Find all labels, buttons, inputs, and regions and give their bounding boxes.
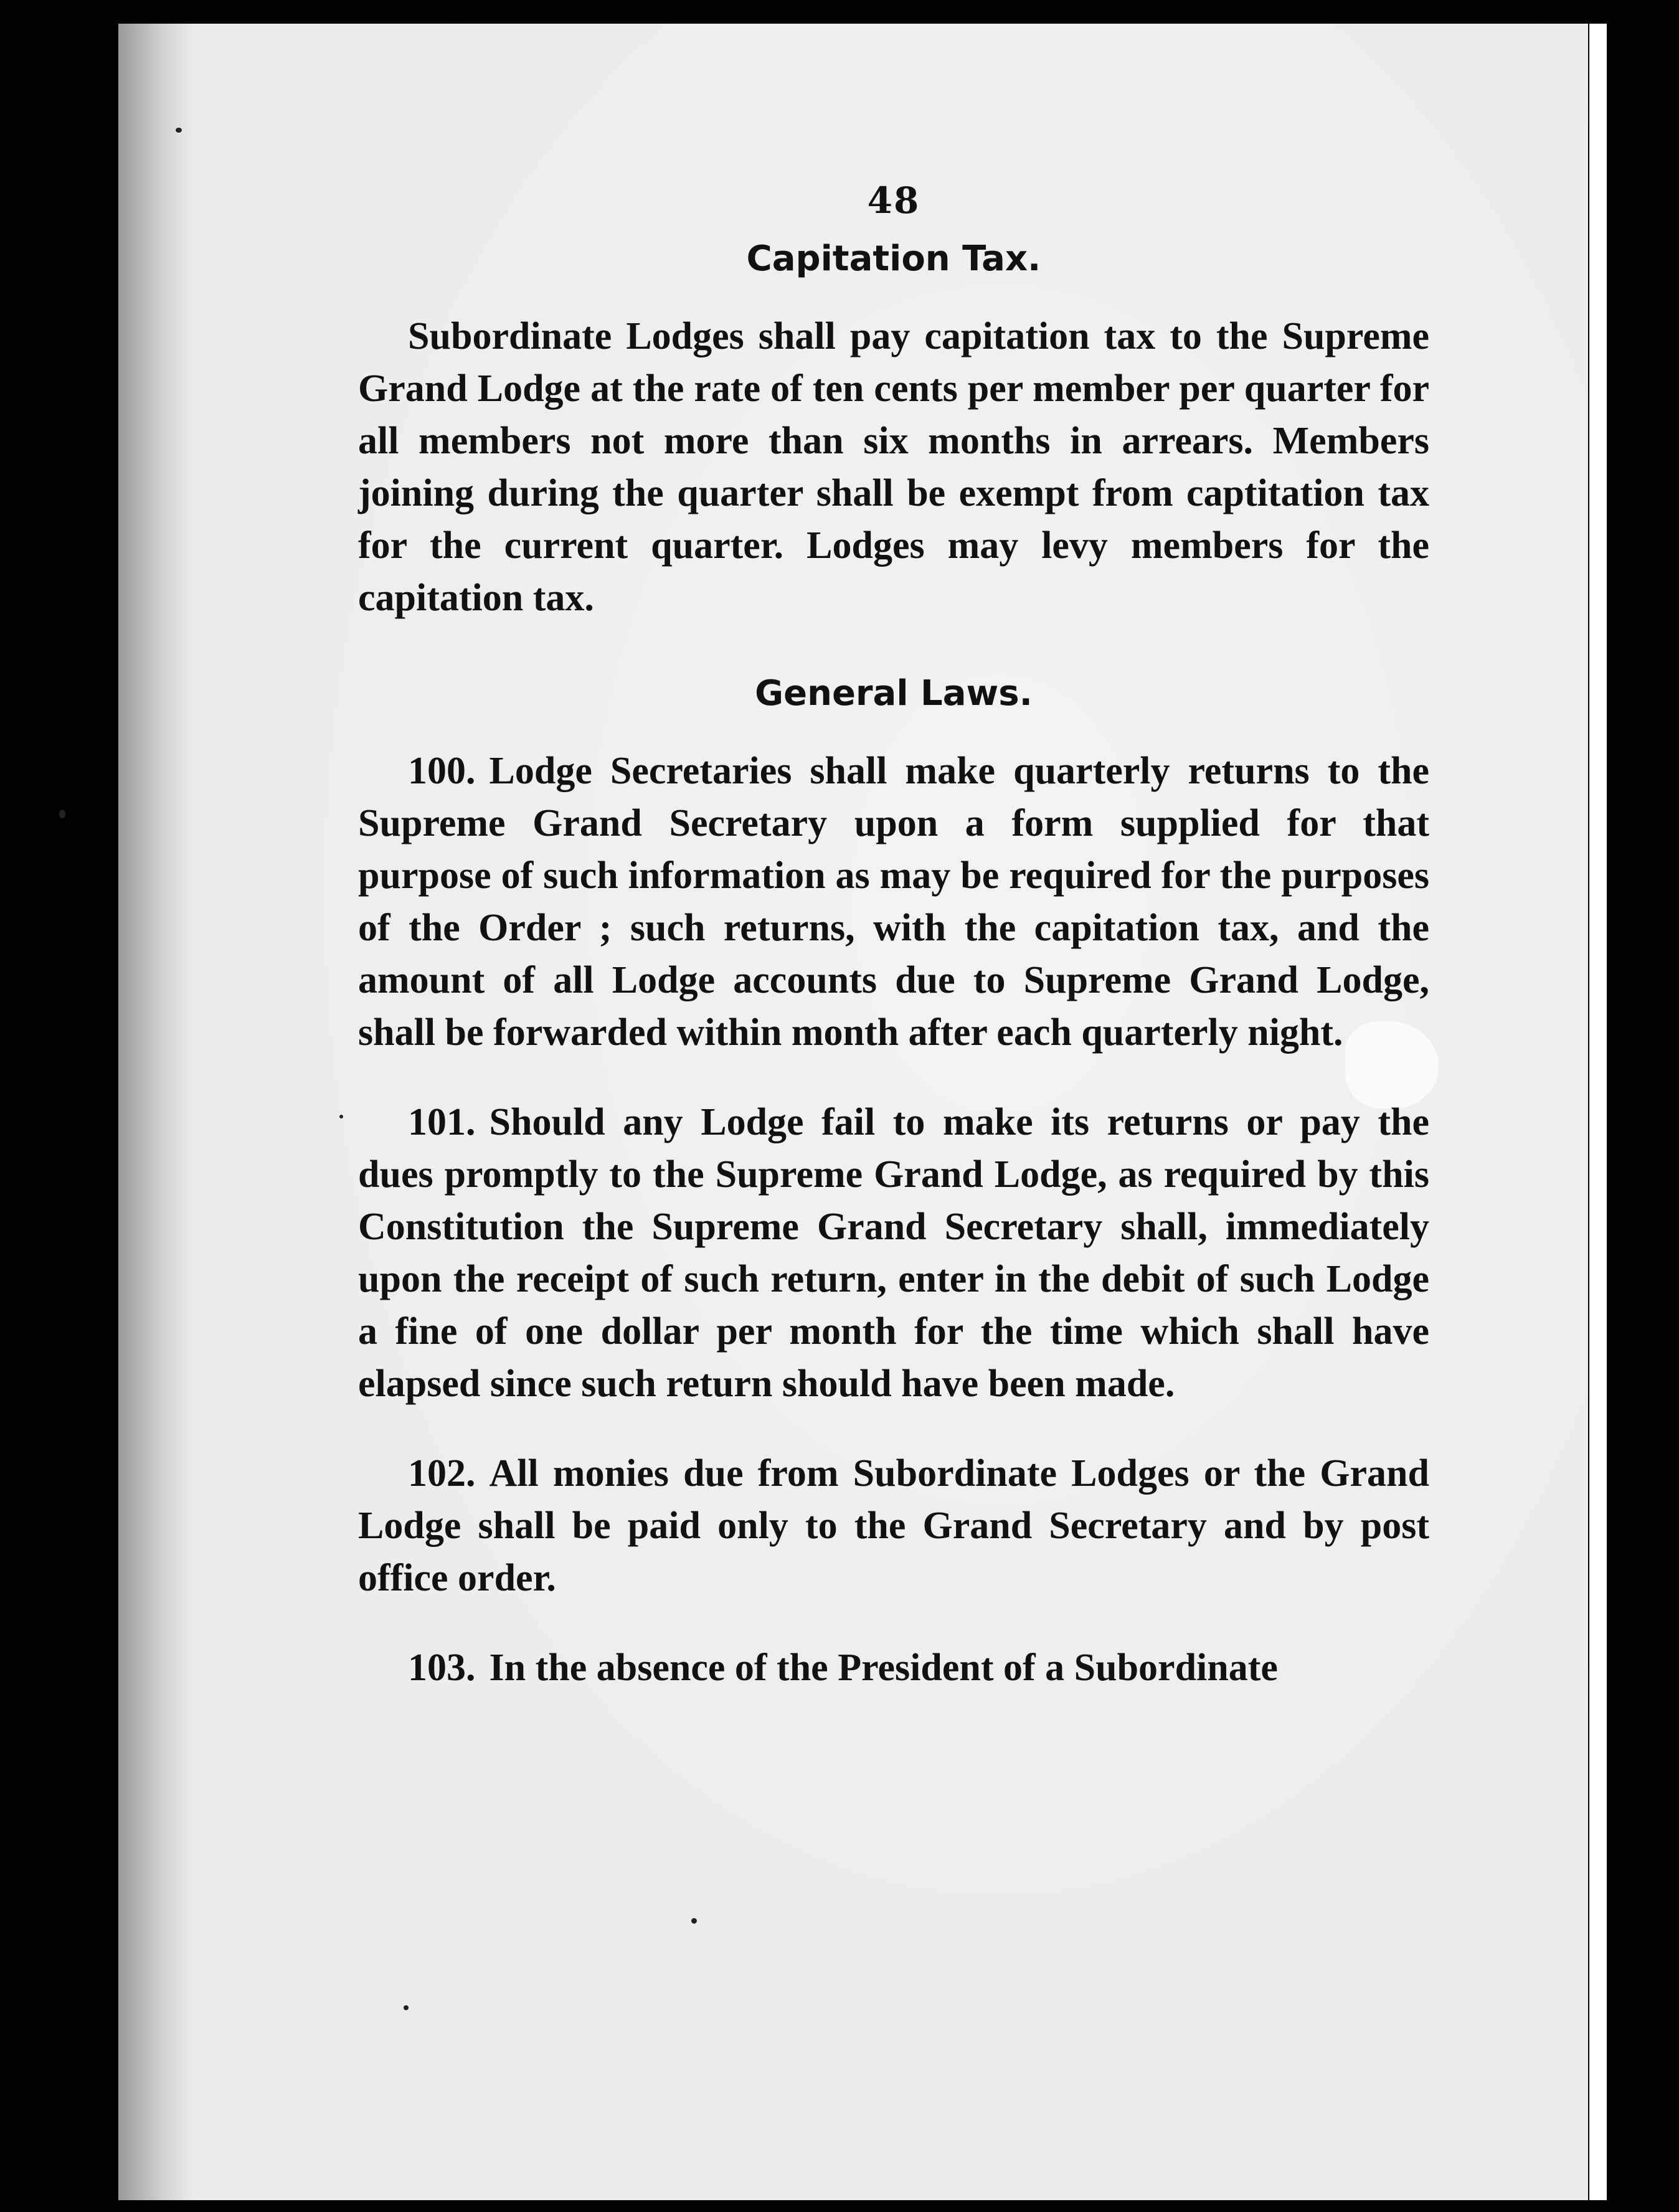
section-general-laws <box>358 668 1429 1694</box>
rule-101 <box>358 1096 1429 1410</box>
rule-number: 101. <box>408 1101 476 1143</box>
rule-100 <box>358 745 1429 1059</box>
rule-text: In the absence of the President of a Subordinate <box>489 1647 1278 1689</box>
scan-speck <box>691 1918 697 1924</box>
page-edge <box>1589 24 1607 2200</box>
rule-number: 103. <box>408 1647 476 1689</box>
section-heading: Capitation Tax. <box>746 239 1041 279</box>
section-heading: General Laws. <box>755 673 1033 714</box>
scan-speck <box>59 810 65 818</box>
rule-number: 100. <box>408 750 476 792</box>
rule-number: 102. <box>408 1452 476 1495</box>
rule-103 <box>358 1642 1429 1694</box>
page-text <box>358 174 1429 1694</box>
rule-102 <box>358 1447 1429 1604</box>
scan-speck <box>339 1115 343 1118</box>
scan-speck <box>176 128 182 133</box>
paragraph: Subordinate Lodges shall pay capitation tax to the Supreme Grand Lodge at the rate of ten cents per member per quarter for all members not more than six months in arrears. Members joining during the quarter shall be exempt from captitation tax for the current quarter. Lodges may levy members for the capitation tax. <box>358 315 1429 619</box>
rule-text: Lodge Secretaries shall make quarterly returns to the Supreme Grand Secretary upon a form supplied for that purpose of such information as may be required for the purposes of the Order ; such returns, with the capitation tax, and the amount of all Lodge accounts due to Supreme Grand Lodge, shall be forwarded within month after each quarterly night. <box>358 750 1429 1054</box>
rule-text: Should any Lodge fail to make its returns or pay the dues promptly to the Supreme Grand Lodge, as required by this Constitution the Supreme Grand Secretary shall, immediately upon the receipt of such return, enter in the debit of such Lodge a fine of one dollar per month for the time which shall have elapsed since such return should have been made. <box>358 1101 1429 1405</box>
rule-text: All monies due from Subordinate Lodges or the Grand Lodge shall be paid only to the Grand Secretary and by post office order. <box>358 1452 1429 1599</box>
page-number: 48 <box>867 179 920 222</box>
binding-gutter-shadow <box>118 24 193 2200</box>
section-capitation-tax <box>358 233 1429 624</box>
scan-speck <box>404 2005 409 2010</box>
